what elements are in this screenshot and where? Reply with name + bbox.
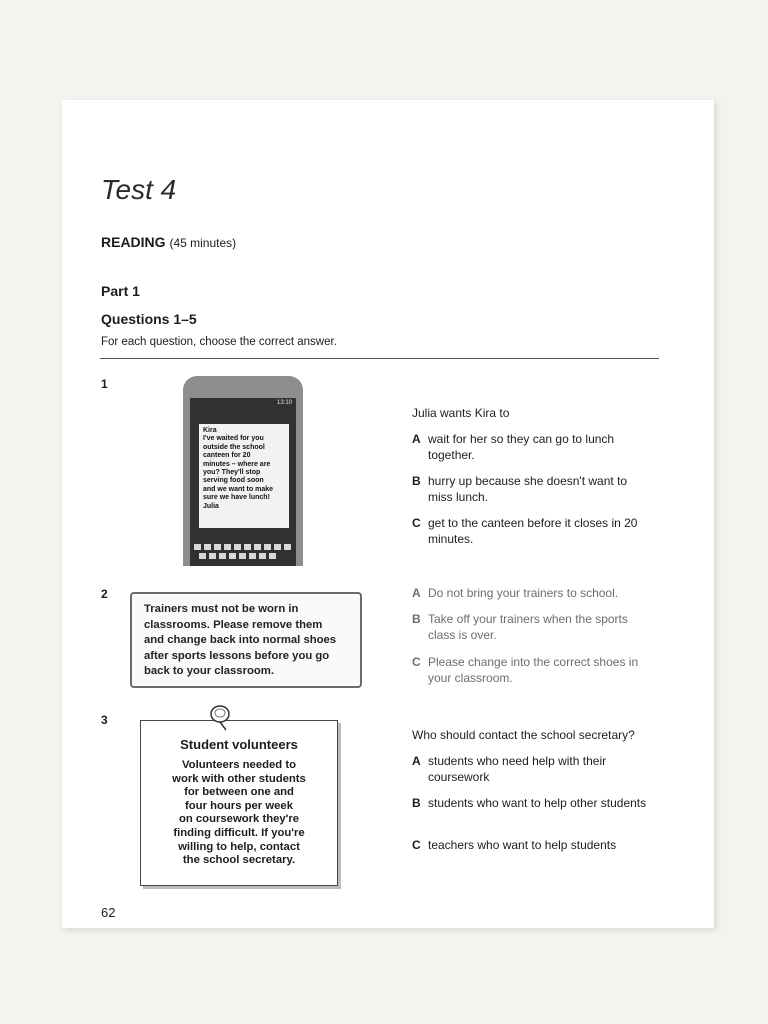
notice-line: after sports lessons before you go	[144, 649, 330, 662]
notice-title: Student volunteers	[180, 737, 298, 752]
notice-line: and change back into normal shoes	[144, 634, 337, 646]
questions-heading: Questions 1–5	[101, 311, 197, 327]
reading-heading	[101, 234, 236, 250]
trainers-notice	[130, 592, 362, 688]
q1-option-c[interactable]: C get to the canteen before it closes in 20 minutes.	[412, 516, 638, 546]
notice-line: the school secretary.	[182, 854, 296, 867]
q3-option-c[interactable]: C teachers who want to help students	[412, 838, 617, 852]
volunteers-notice	[140, 720, 338, 886]
message-line: canteen for 20	[203, 452, 251, 460]
notice-line: for between one and	[184, 786, 294, 799]
notice-line: on coursework they're	[178, 813, 300, 826]
q2-option-c[interactable]: C Please change into the correct shoes in your classroom.	[412, 655, 639, 685]
part-heading: Part 1	[101, 283, 140, 299]
pushpin-icon	[203, 702, 237, 732]
message-line: sure we have lunch!	[203, 494, 270, 502]
question-number-2: 2	[101, 587, 108, 601]
notice-line: four hours per week	[185, 799, 293, 812]
notice-line: Volunteers needed to	[181, 759, 297, 771]
q1-option-a[interactable]: A wait for her so they can go to lunch together.	[412, 432, 615, 462]
q2-option-b[interactable]: B Take off your trainers when the sports class is over.	[412, 612, 628, 642]
message-line: serving food soon	[203, 477, 264, 485]
q1-option-b[interactable]: B hurry up because she doesn't want to miss lunch.	[412, 474, 628, 504]
question-number-1: 1	[101, 377, 108, 391]
text-message	[199, 424, 289, 528]
notice-line: willing to help, contact	[178, 840, 300, 853]
question-number-3: 3	[101, 713, 108, 727]
instruction-text: For each question, choose the correct answer.	[101, 336, 337, 348]
divider	[100, 358, 659, 359]
question-1-stem: Julia wants Kira to	[412, 406, 510, 420]
notice-line: finding difficult. If you're	[173, 826, 305, 839]
message-line: Kira	[203, 427, 217, 434]
phone-status-time: 13:10	[276, 400, 292, 406]
reading-label: READING	[101, 234, 166, 250]
test-title: Test 4	[101, 174, 177, 205]
q3-option-b[interactable]: B students who want to help other students	[412, 796, 647, 810]
phone-keyboard	[194, 544, 292, 562]
phone-illustration	[183, 376, 303, 566]
notice-line: Trainers must not be worn in	[144, 603, 299, 615]
notice-line: classrooms. Please remove them	[144, 618, 323, 631]
notice-line: work with other students	[172, 772, 306, 785]
page-number: 62	[101, 905, 116, 920]
message-line: outside the school	[203, 443, 265, 451]
message-line: Julia	[203, 502, 219, 510]
message-line: and we want to make	[203, 485, 274, 493]
q2-option-a[interactable]: A Do not bring your trainers to school.	[412, 586, 619, 600]
q3-option-a[interactable]: A students who need help with their coursework	[412, 754, 607, 784]
message-line: I've waited for you	[203, 435, 264, 443]
notice-line: back to your classroom.	[144, 665, 274, 677]
message-line: minutes – where are	[203, 460, 271, 468]
reading-duration: (45 minutes)	[169, 236, 237, 250]
question-3-stem: Who should contact the school secretary?	[412, 728, 635, 742]
phone-screen	[190, 398, 296, 566]
message-line: you? They'll stop	[203, 469, 261, 477]
